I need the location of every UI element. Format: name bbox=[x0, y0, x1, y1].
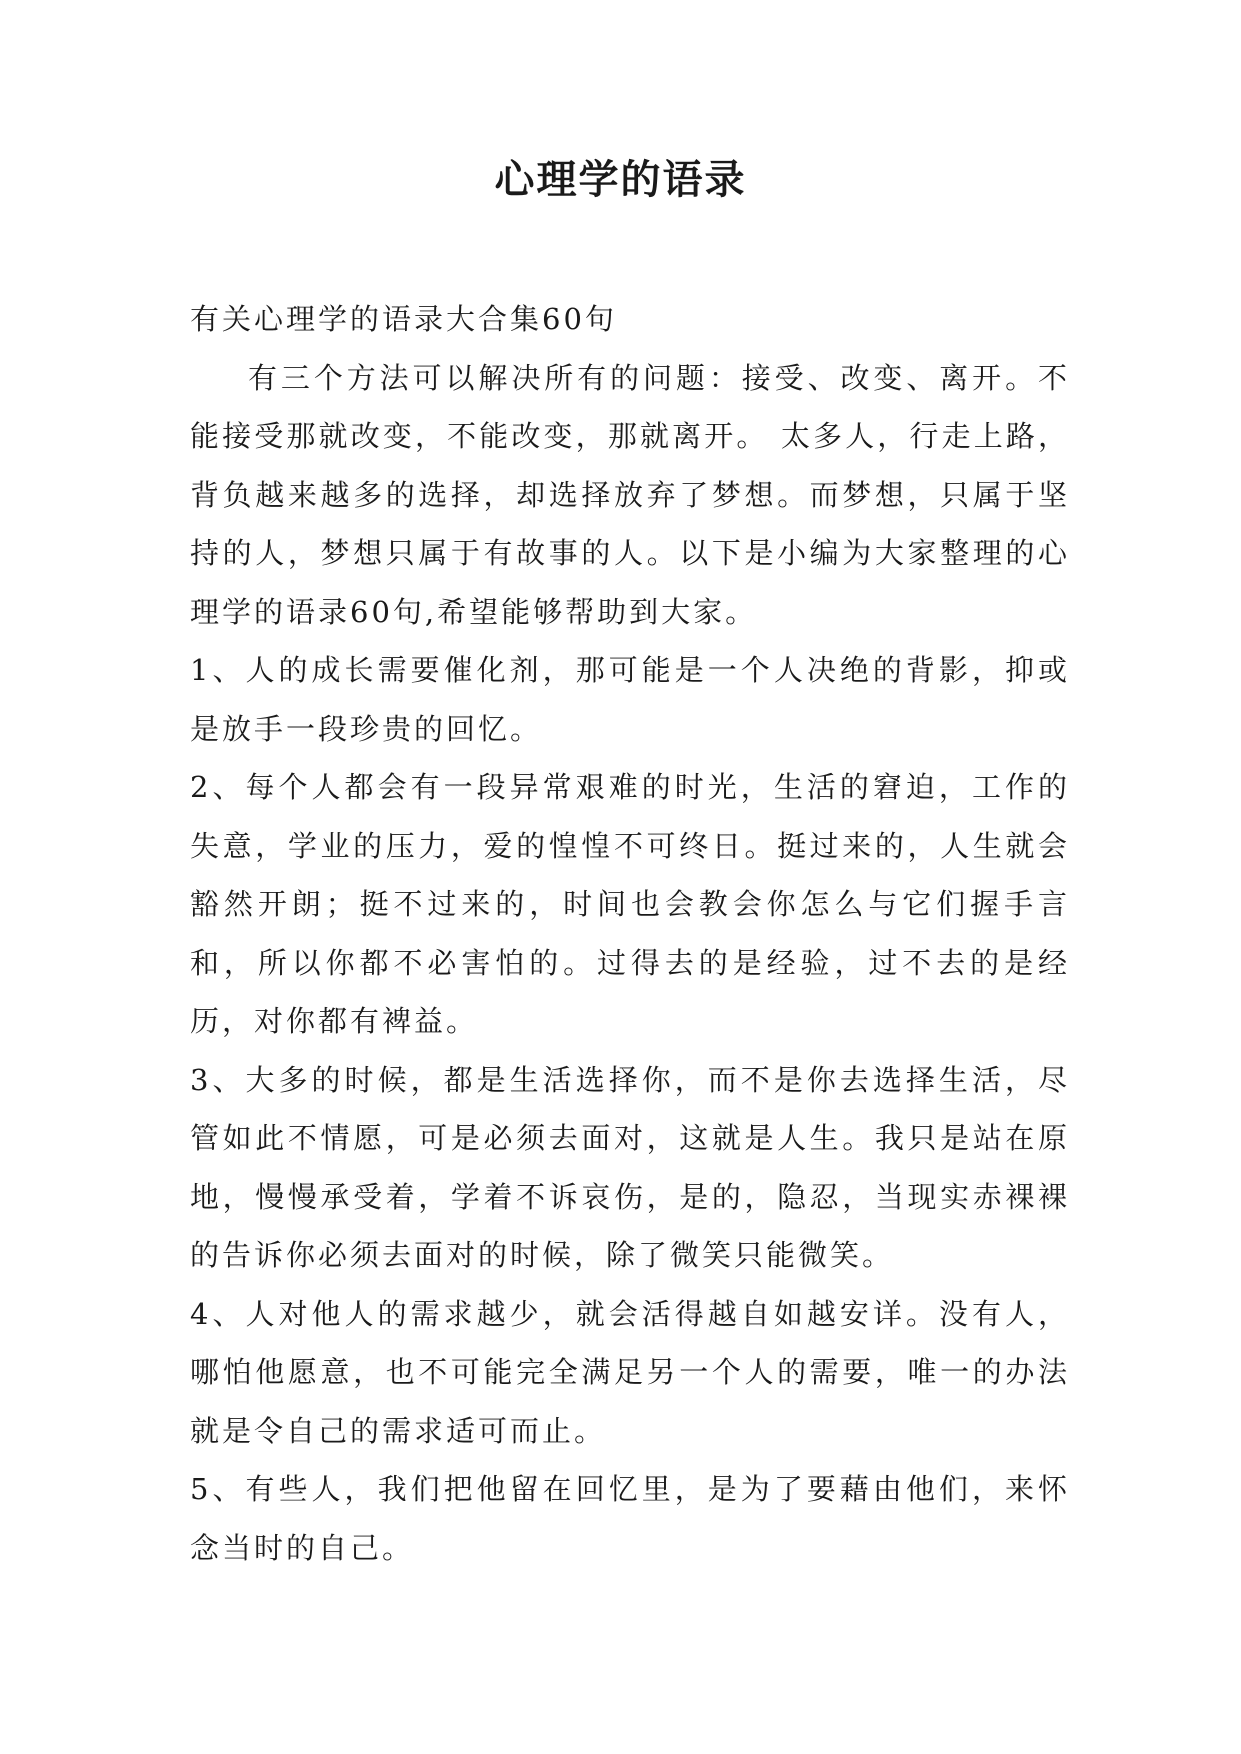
page-title: 心理学的语录 bbox=[494, 156, 747, 203]
document-body bbox=[190, 290, 1070, 1577]
quote-item-5: 5、有些人，我们把他留在回忆里，是为了要藉由他们，来怀念当时的自己。 bbox=[190, 1472, 1070, 1565]
quote-item-3: 3、大多的时候，都是生活选择你，而不是你去选择生活，尽管如此不情愿，可是必须去面对，这就是人生。我只是站在原地，慢慢承受着，学着不诉哀伤，是的，隐忍，当现实赤裸裸的告诉你必须去面对的时候，除了微笑只能微笑。 bbox=[190, 1062, 1070, 1272]
quote-item-2: 2、每个人都会有一段异常艰难的时光，生活的窘迫，工作的失意，学业的压力，爱的惶惶不可终日。挺过来的，人生就会豁然开朗；挺不过来的，时间也会教会你怎么与它们握手言和，所以你都不必害怕的。过得去的是经验，过不去的是经历，对你都有裨益。 bbox=[190, 770, 1070, 1038]
subtitle: 有关心理学的语录大合集60句 bbox=[190, 302, 617, 336]
quote-item-1: 1、人的成长需要催化剂，那可能是一个人决绝的背影，抑或是放手一段珍贵的回忆。 bbox=[190, 653, 1070, 746]
intro-paragraph: 有三个方法可以解决所有的问题：接受、改变、离开。不能接受那就改变，不能改变，那就离开。 太多人，行走上路，背负越来越多的选择，却选择放弃了梦想。而梦想，只属于坚持的人，梦想只属于有故事的人。以下是小编为大家整理的心理学的语录60句,希望能够帮助到大家。 bbox=[190, 360, 1070, 629]
quote-item-4: 4、人对他人的需求越少，就会活得越自如越安详。没有人，哪怕他愿意，也不可能完全满足另一个人的需要，唯一的办法就是令自己的需求适可而止。 bbox=[190, 1296, 1070, 1448]
